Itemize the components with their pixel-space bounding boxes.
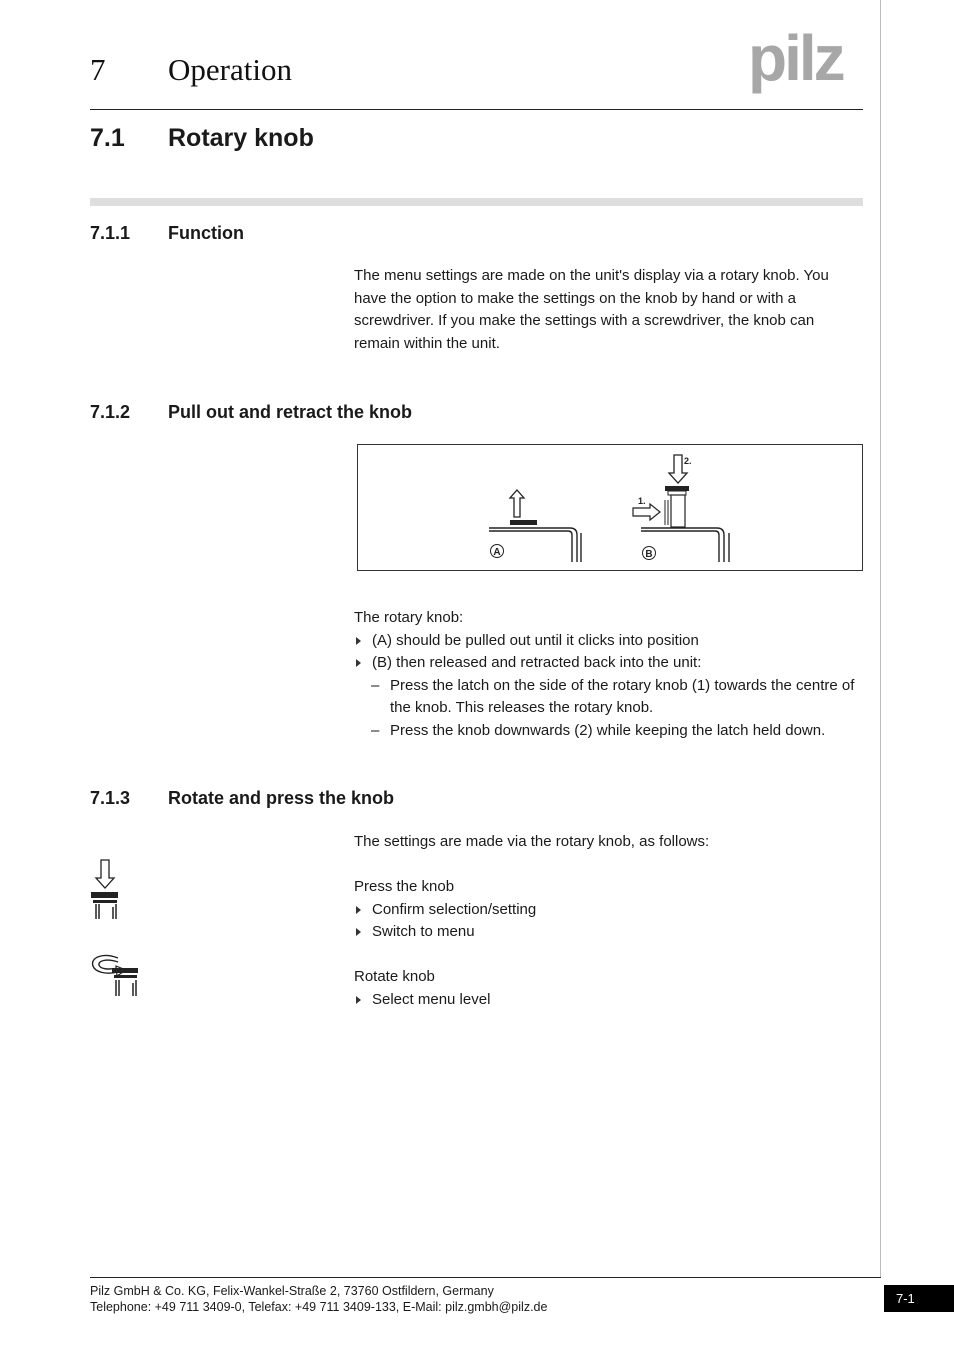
knob-pull-out-drawing: [489, 490, 581, 562]
pull-out-sublist: [354, 675, 864, 743]
press-list: [354, 899, 864, 944]
press-knob-icon: [88, 858, 122, 922]
pilz-logo: [748, 28, 864, 94]
label-a: A: [493, 547, 501, 558]
pull-out-list: [354, 630, 864, 675]
label-b: B: [645, 549, 653, 560]
pull-out-number: 7.1.2: [90, 402, 131, 422]
knob-figure: [357, 444, 863, 571]
footer-line-1: Pilz GmbH & Co. KG, Felix-Wankel-Straße 2, 73760 Ostfildern, Germany: [90, 1284, 494, 1298]
footer-line-2: Telephone: +49 711 3409-0, Telefax: +49 711 3409-133, E-Mail: pilz.gmbh@pilz.de: [90, 1300, 548, 1314]
list-item: Switch to menu: [354, 921, 864, 944]
page-number: 7-1: [884, 1285, 954, 1312]
knob-illustration: [358, 445, 862, 570]
rotate-section: [354, 966, 864, 1011]
pull-up-arrow-icon: [510, 490, 524, 517]
press-section: [354, 876, 864, 944]
function-number: 7.1.1: [90, 223, 131, 243]
pull-out-body: [354, 607, 864, 742]
knob-retract-drawing: [633, 455, 729, 562]
pull-out-intro: The rotary knob:: [354, 609, 464, 626]
header-rule: [90, 109, 863, 110]
latch-arrow-icon: [633, 504, 660, 520]
chapter-title: Operation: [168, 52, 292, 87]
press-heading: Press the knob: [354, 878, 455, 895]
rotate-list: [354, 989, 864, 1012]
rotate-number: 7.1.3: [90, 788, 131, 808]
rotate-intro: The settings are made via the rotary knob, as follows:: [354, 833, 710, 850]
function-title: Function: [168, 223, 244, 243]
footer-rule: [90, 1277, 881, 1278]
list-item: – Press the latch on the side of the rotary knob (1) towards the centre of the knob. This releases the rotary knob.: [354, 675, 864, 720]
step-2-label: 2.: [684, 456, 692, 466]
list-item: (B) then released and retracted back into the unit:: [354, 652, 864, 675]
right-margin-rule: [880, 0, 881, 1278]
list-item: Select menu level: [354, 989, 864, 1012]
list-item: (A) should be pulled out until it clicks into position: [354, 630, 864, 653]
function-paragraph: The menu settings are made on the unit's display via a rotary knob. You have the option to make the settings on the knob by hand or with a screwdriver. If you make the settings with a screwdriver, the knob can remain within the unit.: [354, 267, 829, 352]
footer-address: [90, 1283, 547, 1315]
list-item: – Press the knob downwards (2) while keeping the latch held down.: [354, 720, 864, 743]
chapter-number: 7: [90, 52, 106, 87]
list-item: Confirm selection/setting: [354, 899, 864, 922]
section-title: Rotary knob: [168, 124, 314, 152]
rotate-knob-icon: [88, 950, 144, 998]
function-body: [354, 265, 864, 355]
step-1-label: 1.: [638, 496, 646, 506]
section-number: 7.1: [90, 124, 125, 152]
section-divider: [90, 198, 863, 206]
rotate-title: Rotate and press the knob: [168, 788, 395, 808]
rotate-heading: Rotate knob: [354, 968, 435, 985]
pull-out-title: Pull out and retract the knob: [168, 402, 413, 422]
pilz-logo-text: pilz: [748, 28, 843, 94]
